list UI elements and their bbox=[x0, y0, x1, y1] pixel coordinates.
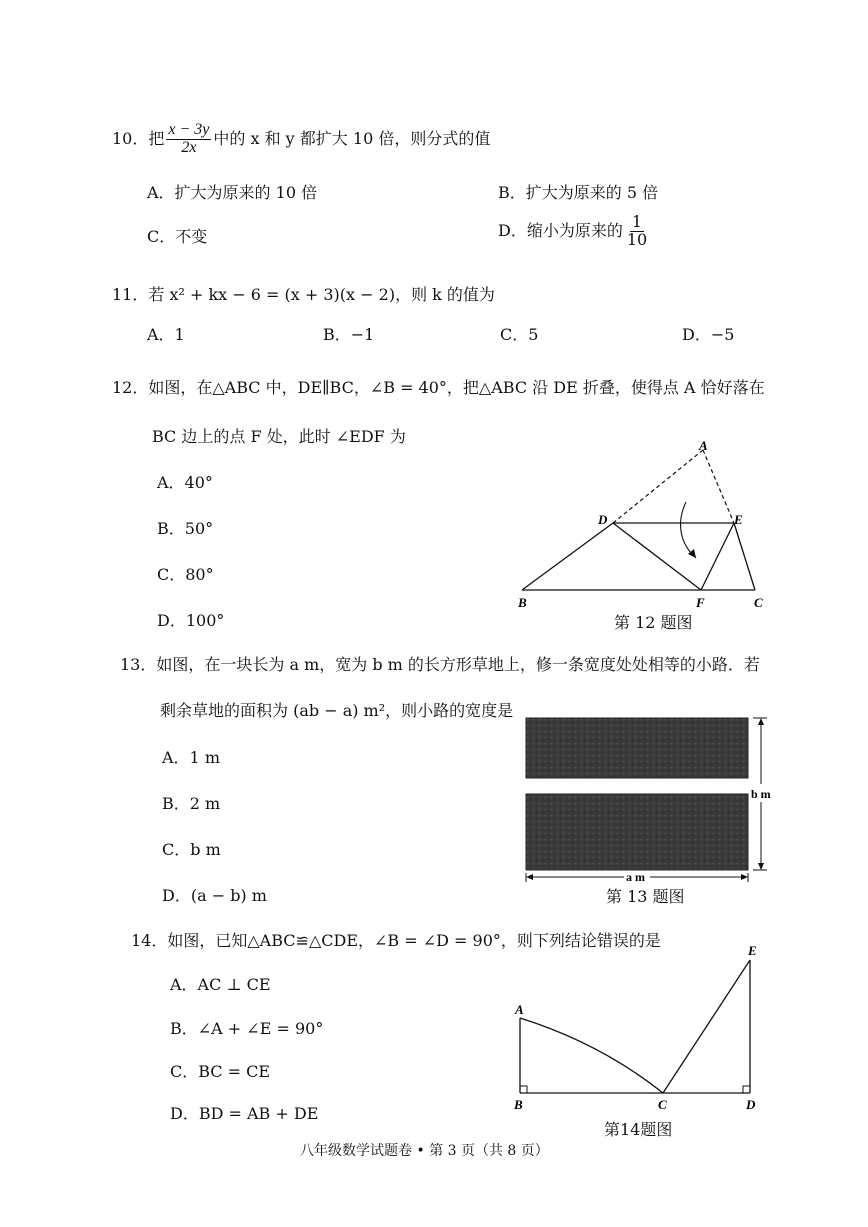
q10-text: 中的 x 和 y 都扩大 10 倍，则分式的值 bbox=[213, 128, 491, 148]
q12-label-b: B bbox=[518, 595, 527, 610]
q11-option-a: A．1 bbox=[147, 325, 185, 344]
q14-caption: 第14题图 bbox=[604, 1120, 673, 1139]
q12-option-a: A．40° bbox=[157, 473, 213, 492]
q13-dim-arrow-left bbox=[526, 874, 533, 880]
q12-segment-df bbox=[613, 523, 701, 590]
q13-dim-arrow-up bbox=[758, 718, 764, 725]
q10-frac-den: 2x bbox=[181, 138, 197, 156]
q10-fraction bbox=[166, 122, 211, 157]
q12-label-e: E bbox=[734, 512, 743, 527]
q13-line1: 如图，在一块长为 a m，宽为 b m 的长方形草地上，修一条宽度处处相等的小路．若 bbox=[156, 655, 760, 674]
q14-text: 如图，已知△ABC≌△CDE，∠B = ∠D = 90°，则下列结论错误的是 bbox=[167, 931, 661, 950]
q14-label-e: E bbox=[748, 943, 757, 958]
q14-segment-ac bbox=[520, 1018, 663, 1093]
q11-stem bbox=[112, 282, 495, 305]
q14-segment-ce bbox=[663, 960, 750, 1093]
q11-text: 若 x² + kx − 6 = (x + 3)(x − 2)，则 k 的值为 bbox=[148, 285, 495, 304]
q13-caption: 第 13 题图 bbox=[606, 887, 685, 906]
q13-dim-arrow-right bbox=[741, 874, 748, 880]
q13-option-c: C．b m bbox=[162, 840, 221, 859]
q12-label-d: D bbox=[598, 512, 608, 527]
q10-option-d-frac-num: 1 bbox=[631, 212, 643, 231]
q12-segment-ef bbox=[701, 523, 734, 590]
q13-width-label: a m bbox=[626, 870, 645, 884]
q13-option-b: B．2 m bbox=[162, 794, 221, 813]
q14-option-c: C．BC = CE bbox=[170, 1062, 271, 1081]
q12-number: 12． bbox=[112, 378, 149, 397]
q13-stem-line1 bbox=[120, 652, 760, 675]
q14-label-d: D bbox=[746, 1097, 756, 1112]
q13-figure bbox=[520, 712, 780, 886]
q14-label-b: B bbox=[514, 1097, 523, 1112]
q12-option-b: B．50° bbox=[157, 519, 214, 538]
q13-number: 13． bbox=[120, 655, 157, 674]
q10-number: 10． bbox=[112, 128, 149, 148]
q14-label-c: C bbox=[658, 1097, 667, 1112]
q12-stem-line1 bbox=[112, 375, 765, 398]
q12-label-c: C bbox=[754, 595, 763, 610]
q10-option-a: A．扩大为原来的 10 倍 bbox=[147, 183, 318, 202]
q14-right-angle-b bbox=[520, 1086, 527, 1093]
q12-option-d: D．100° bbox=[157, 611, 225, 630]
q14-option-d: D．BD = AB + DE bbox=[170, 1104, 319, 1123]
q10-frac-num: x − 3y bbox=[168, 121, 210, 138]
q10-option-c: C．不变 bbox=[147, 227, 208, 246]
q12-side-ec bbox=[734, 523, 755, 590]
q10-option-b: B．扩大为原来的 5 倍 bbox=[498, 183, 659, 202]
q12-side-bd bbox=[522, 523, 613, 590]
q13-grass-bottom bbox=[526, 794, 748, 870]
q13-dim-arrow-down bbox=[758, 863, 764, 870]
q12-line1: 如图，在△ABC 中，DE∥BC，∠B = 40°，把△ABC 沿 DE 折叠，使得点 A 恰好落在 bbox=[148, 378, 765, 397]
q10-option-d-frac-den: 10 bbox=[626, 229, 648, 249]
q13-grass-top bbox=[526, 718, 748, 778]
q11-option-b: B．−1 bbox=[323, 325, 375, 344]
q12-caption: 第 12 题图 bbox=[614, 613, 693, 632]
q14-figure bbox=[505, 938, 770, 1118]
q11-option-c: C．5 bbox=[500, 325, 539, 344]
q10-option-d bbox=[498, 214, 651, 249]
q12-stem-line2: BC 边上的点 F 处，此时 ∠EDF 为 bbox=[152, 427, 406, 446]
q10-option-d-text: D．缩小为原来的 bbox=[498, 220, 623, 240]
q14-label-a: A bbox=[515, 1002, 524, 1017]
q12-dashed-da bbox=[613, 450, 703, 523]
q12-option-c: C．80° bbox=[157, 565, 214, 584]
q13-option-d: D．(a − b) m bbox=[162, 886, 267, 905]
q14-number: 14． bbox=[131, 931, 168, 950]
q10-stem bbox=[112, 122, 490, 157]
q12-dashed-ae bbox=[703, 450, 734, 523]
q13-stem-line2: 剩余草地的面积为 (ab − a) m²，则小路的宽度是 bbox=[160, 701, 514, 720]
q12-figure bbox=[510, 438, 780, 633]
q14-option-a: A．AC ⊥ CE bbox=[170, 975, 271, 994]
q10-prefix: 把 bbox=[148, 128, 165, 148]
q10-option-d-fraction bbox=[625, 214, 649, 249]
q14-option-b: B．∠A + ∠E = 90° bbox=[170, 1019, 324, 1038]
q11-option-d: D．−5 bbox=[682, 325, 735, 344]
q14-right-angle-d bbox=[743, 1086, 750, 1093]
q11-number: 11． bbox=[112, 285, 149, 304]
q12-label-a: A bbox=[699, 438, 708, 453]
page-footer: 八年级数学试题卷 • 第 3 页（共 8 页） bbox=[300, 1143, 549, 1159]
q13-height-label: b m bbox=[751, 787, 771, 801]
q13-option-a: A．1 m bbox=[162, 748, 220, 767]
q12-label-f: F bbox=[696, 595, 705, 610]
